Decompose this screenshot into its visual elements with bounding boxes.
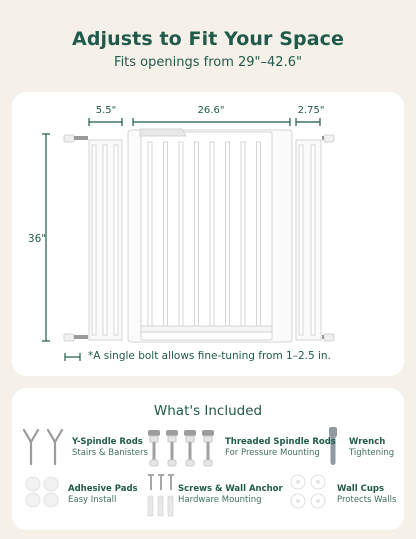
y-spindle-rod-icon [20, 428, 68, 468]
gate-bar [226, 142, 230, 326]
threaded-spindle [166, 430, 178, 466]
item-name: Y-Spindle Rods [72, 437, 143, 447]
included-item-screws [178, 484, 283, 506]
item-name: Wall Cups [337, 484, 385, 494]
included-item-adhesive-pads [68, 484, 138, 506]
extension-left-width-label: 5.5" [95, 105, 117, 116]
gate-bar [257, 142, 261, 326]
item-desc: Protects Walls [337, 495, 397, 505]
gate-bar [241, 142, 245, 326]
gate-height-label: 36" [27, 233, 47, 245]
threaded-spindle [202, 430, 214, 466]
wall-cup-icon [288, 474, 328, 510]
included-item-wall-cups [337, 484, 396, 506]
included-title: What's Included [153, 403, 263, 419]
screw-anchor-icon [146, 474, 176, 520]
item-name: Adhesive Pads [68, 484, 138, 494]
extension-right-width-label: 2.75" [297, 105, 325, 116]
gate-bar [179, 142, 183, 326]
threaded-spindle-rod-icon [146, 430, 216, 468]
item-name: Screws & Wall Anchor [178, 484, 283, 494]
adhesive-pad-icon [24, 476, 60, 508]
adjustment-note: *A single bolt allows fine-tuning from 1–2.5 in. [88, 350, 331, 362]
item-desc: For Pressure Mounting [225, 448, 320, 458]
page-title: Adjusts to Fit Your Space [72, 28, 344, 50]
item-desc: Easy Install [68, 495, 117, 505]
item-desc: Stairs & Banisters [72, 448, 148, 458]
item-desc: Tightening [349, 448, 395, 458]
included-item-wrench [349, 437, 394, 459]
item-desc: Hardware Mounting [178, 495, 262, 505]
gate-bar [148, 142, 152, 326]
included-item-y-spindle [72, 437, 148, 459]
item-name: Wrench [349, 437, 386, 447]
item-name: Threaded Spindle Rods [225, 437, 336, 447]
gate-bar [195, 142, 199, 326]
included-item-threaded-spindle [225, 437, 336, 459]
gate-width-label: 26.6" [197, 105, 225, 116]
gate-bar [210, 142, 214, 326]
threaded-spindle [148, 430, 160, 466]
threaded-spindle [184, 430, 196, 466]
gate-bar [164, 142, 168, 326]
page-subtitle: Fits openings from 29"–42.6" [114, 55, 302, 70]
